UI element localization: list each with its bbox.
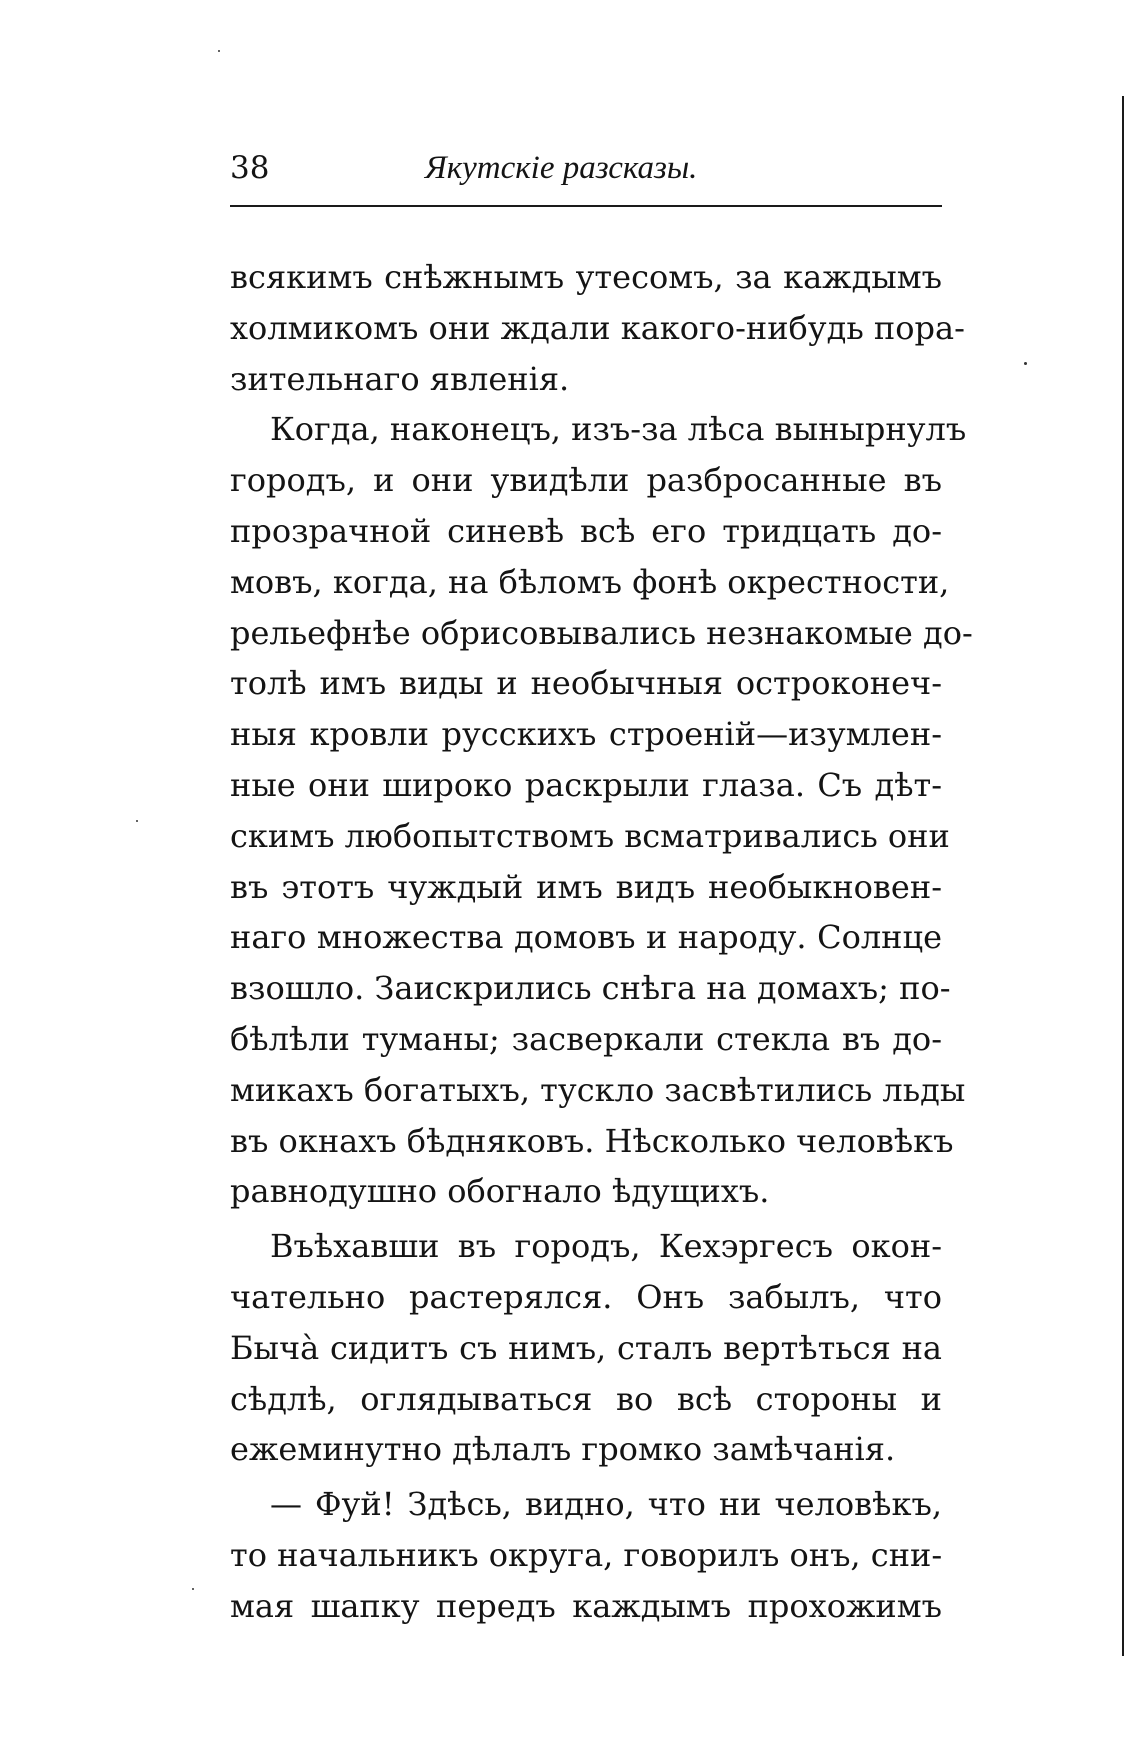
running-title: Якутскiе разсказы. xyxy=(425,150,698,186)
text-line: городъ, и они увидѣли разбросанные въ xyxy=(230,461,942,500)
text-line: бѣлѣли туманы; засверкали стекла въ до- xyxy=(230,1019,942,1058)
header-rule xyxy=(230,205,942,207)
text-line: Когда, наконецъ, изъ-за лѣса вынырнулъ xyxy=(270,410,967,449)
paragraph-2 xyxy=(230,404,973,1217)
text-line: ныя кровли русскихъ строенiй—изумлен- xyxy=(230,715,942,754)
text-line: въ этотъ чуждый имъ видъ необыкновен- xyxy=(230,867,942,906)
text-line: въ окнахъ бѣдняковъ. Нѣсколько человѣкъ xyxy=(230,1121,954,1160)
page-edge-line xyxy=(1122,96,1124,1656)
text-line: толѣ имъ виды и необычныя остроконеч- xyxy=(230,664,942,703)
text-line: взошло. Заискрились снѣга на домахъ; по- xyxy=(230,969,951,1008)
text-line: мовъ, когда, на бѣломъ фонѣ окрестности, xyxy=(230,562,950,601)
text-line: ные они широко раскрыли глаза. Съ дѣт- xyxy=(230,765,942,804)
text-line: наго множества домовъ и народу. Солнце xyxy=(230,918,942,957)
text-line: всякимъ снѣжнымъ утесомъ, за каждымъ xyxy=(230,258,942,296)
text-line: ежеминутно дѣлалъ громко замѣчанiя. xyxy=(230,1430,896,1469)
page-number: 38 xyxy=(230,150,270,186)
body-text xyxy=(230,252,973,1632)
text-line: микахъ богатыхъ, тускло засвѣтились льды xyxy=(230,1070,966,1109)
scan-speck xyxy=(136,820,138,822)
paragraph-4 xyxy=(230,1479,942,1631)
paragraph-1 xyxy=(230,252,965,404)
text-line: Въѣхавши въ городъ, Кехэргесъ окон- xyxy=(270,1227,942,1266)
text-line: — Фуй! Здѣсь, видно, что ни человѣкъ, xyxy=(270,1485,942,1524)
text-line: мая шапку передъ каждымъ прохожимъ xyxy=(230,1586,942,1625)
page-header xyxy=(230,150,942,206)
text-line: чательно растерялся. Онъ забылъ, что xyxy=(230,1277,942,1316)
text-line: рельефнѣе обрисовывались незнакомые до- xyxy=(230,613,973,652)
text-line: скимъ любопытствомъ всматривались они xyxy=(230,816,950,855)
scan-speck xyxy=(192,1588,194,1590)
paragraph-3 xyxy=(230,1221,942,1475)
scan-speck xyxy=(218,50,220,52)
text-line: холмикомъ они ждали какого-нибудь пора- xyxy=(230,308,965,347)
text-line: сѣдлѣ, оглядываться во всѣ стороны и xyxy=(230,1379,942,1418)
scan-speck xyxy=(1024,362,1027,365)
text-line: равнодушно обогнало ѣдущихъ. xyxy=(230,1172,770,1211)
text-line: то начальникъ округа, говорилъ онъ, сни- xyxy=(230,1535,943,1574)
text-line: Бычà сидитъ съ нимъ, сталъ вертѣться на xyxy=(230,1328,942,1367)
text-line: прозрачной синевѣ всѣ его тридцать до- xyxy=(230,511,942,550)
text-line: зительнаго явленiя. xyxy=(230,359,570,398)
